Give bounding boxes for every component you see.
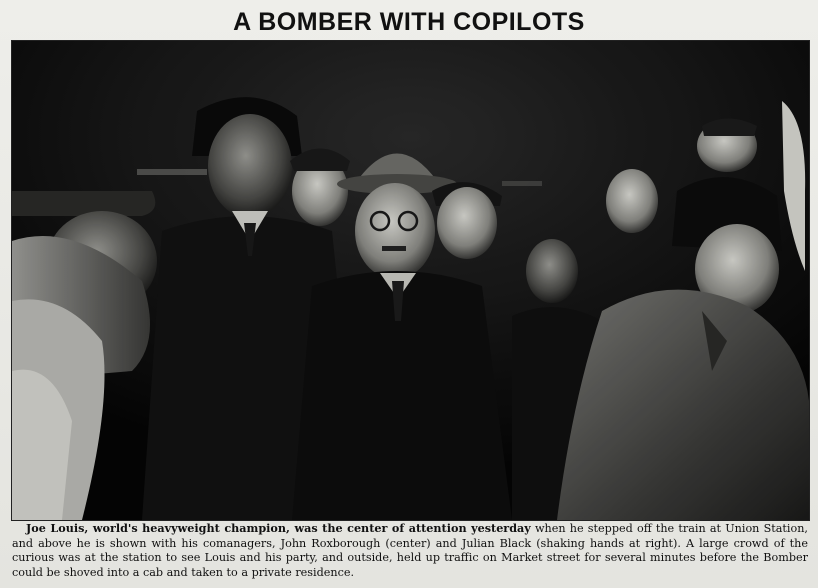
- photo-caption: [12, 521, 808, 583]
- caption-body: when he stepped off the train at Union Station, and above he is shown with his comanagers, John Roxborough (center) and Julian Black (shaking hands at right). A large crowd of the curious was at the station to see Louis and his party, and outside, held up traffic on Market street for several minutes before the Bomber could be shoved into a cab and taken to a private residence.: [12, 522, 808, 579]
- headline: A BOMBER WITH COPILOTS: [233, 8, 585, 36]
- caption-lead: Joe Louis, world's heavyweight champion, was the center of attention yesterday: [26, 521, 531, 535]
- photo-illustration: [12, 41, 809, 520]
- news-photograph: [11, 40, 810, 521]
